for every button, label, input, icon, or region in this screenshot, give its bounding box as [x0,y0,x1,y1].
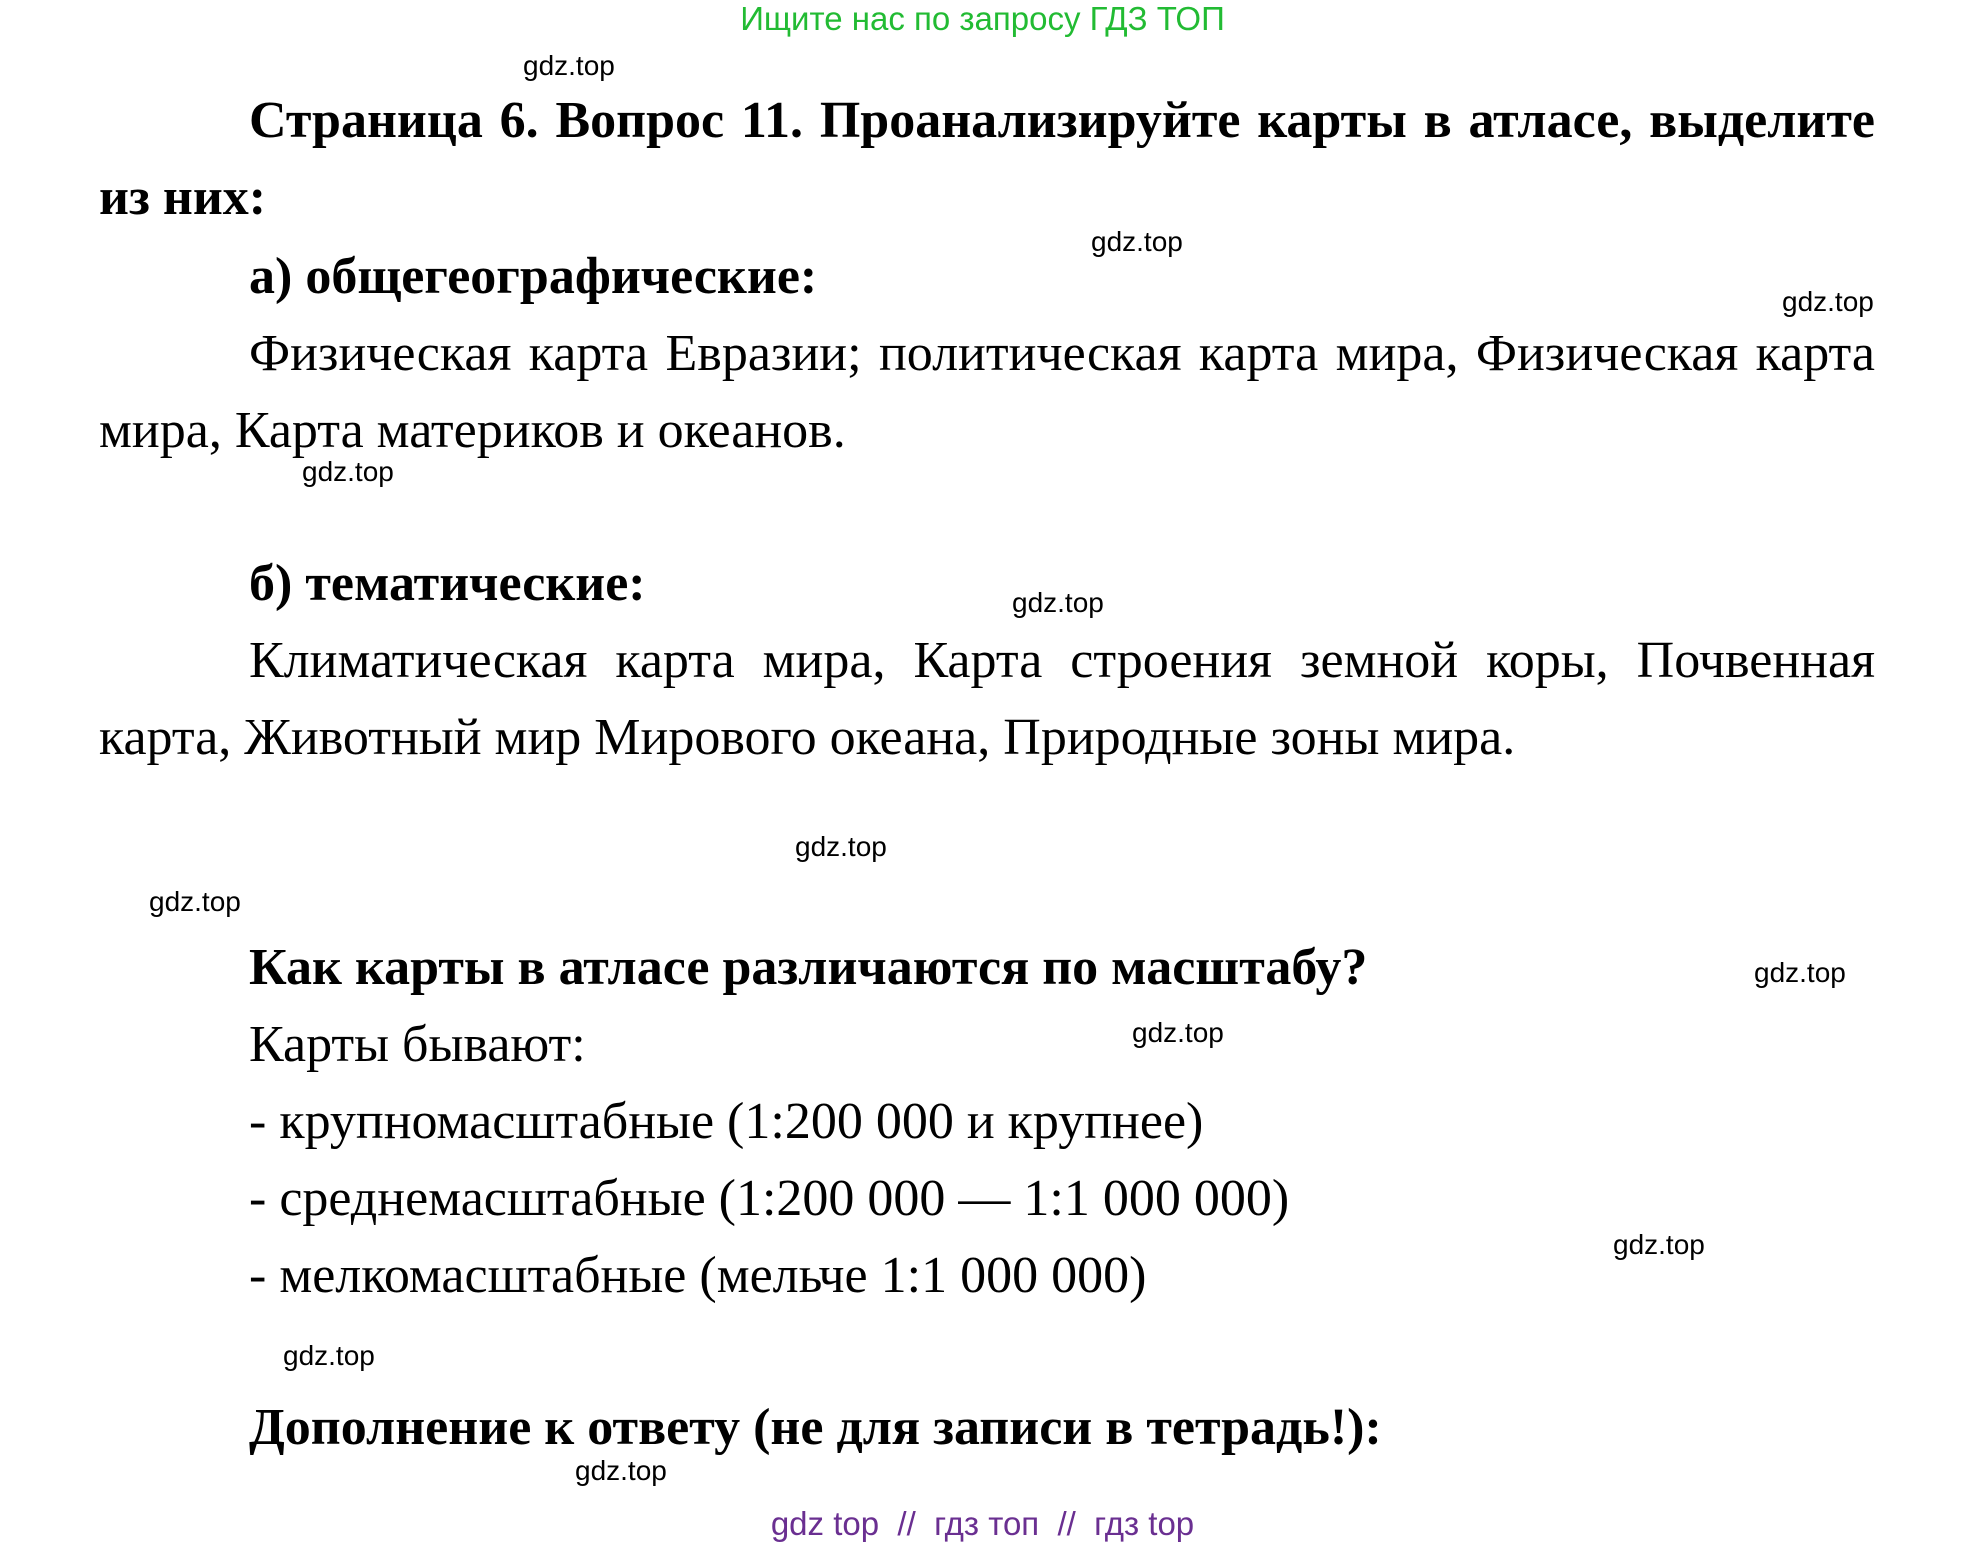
question-heading: Страница 6. Вопрос 11. Проанализируйте карты в атласе, выделите из них: [99,92,1875,226]
watermark: gdz.top [302,456,394,487]
watermark: gdz.top [523,50,615,81]
watermark: gdz.top [283,1340,375,1371]
scale-item-large: - крупномасштабные (1:200 000 и крупнее) [249,1093,1204,1150]
section-b-label: б) тематические: [249,555,646,612]
footer-links: gdz top // гдз топ // гдз top [770,1505,1195,1542]
watermark: gdz.top [1782,286,1874,317]
answer-content [99,0,1875,1547]
section-b-text: Климатическая карта мира, Карта строения земной коры, Почвенная карта, Животный мир Мирового океана, Природные зоны мира. [99,632,1875,766]
scale-intro: Карты бывают: [249,1016,586,1073]
watermark: gdz.top [149,886,241,917]
watermark: gdz.top [575,1455,667,1486]
scale-item-medium: - среднемасштабные (1:200 000 — 1:1 000 000) [249,1170,1290,1227]
watermark: gdz.top [1613,1229,1705,1260]
watermark: gdz.top [1754,957,1846,988]
section-a-label: а) общегеографические: [249,248,818,305]
scale-item-small: - мелкомасштабные (мельче 1:1 000 000) [249,1247,1147,1304]
section-a-text: Физическая карта Евразии; политическая карта мира, Физическая карта мира, Карта материков и океанов. [99,325,1875,459]
addition-heading: Дополнение к ответу (не для записи в тетрадь!): [249,1399,1382,1456]
watermark: gdz.top [795,831,887,862]
watermark: gdz.top [1091,226,1183,257]
watermark: gdz.top [1132,1017,1224,1048]
scale-heading: Как карты в атласе различаются по масштабу? [249,939,1368,996]
watermark: gdz.top [1012,587,1104,618]
search-banner: Ищите нас по запросу ГДЗ ТОП [740,0,1225,37]
